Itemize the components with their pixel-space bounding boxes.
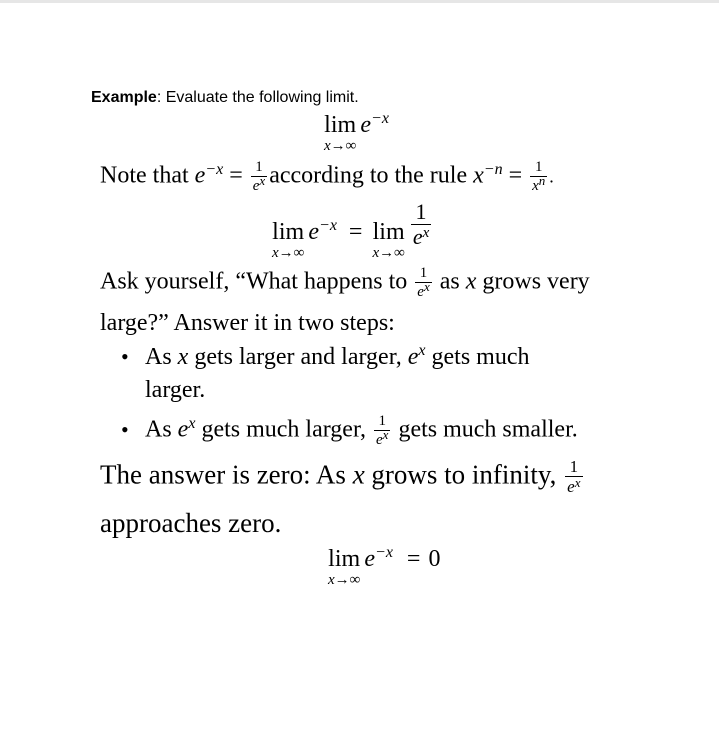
note-frac-den-exp: x — [259, 173, 266, 189]
answer-line-2: approaches zero. — [100, 508, 282, 538]
bullet-2-frac-num: 1 — [378, 413, 386, 429]
ask-frac-den-exp: x — [423, 279, 430, 295]
bullet-2-line — [145, 414, 578, 448]
bullet-2-marker: • — [121, 417, 129, 442]
answer-frac-num: 1 — [569, 457, 579, 476]
limit-operator-right — [372, 219, 404, 261]
answer-line-1 — [100, 458, 585, 496]
limit-word: lim — [272, 219, 305, 245]
eq2-exponent: −x — [319, 217, 337, 234]
equation-limit — [324, 112, 389, 154]
ask-text-c: grows very — [476, 268, 590, 295]
note-frac-num: 1 — [255, 159, 263, 175]
note-e: e — [194, 162, 206, 189]
eq2-frac-den-exp: x — [422, 225, 430, 242]
note-middle: according to the rule — [269, 162, 474, 189]
bullet-1-text-b: gets larger and larger, — [188, 344, 408, 370]
limit-subscript: x→∞ — [328, 572, 361, 588]
ask-line-1 — [100, 266, 590, 300]
ask-line-2: large?” Answer it in two steps: — [100, 310, 395, 336]
bullet-2-frac-den: e — [375, 432, 383, 449]
bullet-1-e: e — [407, 344, 419, 370]
bullet-1-line-2: larger. — [145, 377, 206, 403]
note-frac-den: e — [252, 178, 260, 195]
ask-frac-num: 1 — [419, 265, 428, 281]
limit-word: lim — [372, 219, 405, 245]
eq2-base: e — [308, 219, 320, 245]
note-fraction-2 — [530, 160, 547, 194]
equation-rewrite — [272, 201, 433, 261]
note-x: x — [473, 162, 484, 189]
limit-operator — [324, 112, 356, 154]
eq2-equals: = — [348, 219, 363, 245]
bullet-2-e: e — [177, 416, 189, 443]
bullet-2-text-b: gets much larger, — [195, 416, 372, 443]
limit-word: lim — [324, 112, 357, 138]
bullet-1-marker: • — [121, 344, 129, 369]
ask-fraction — [415, 266, 431, 300]
ask-frac-den: e — [417, 284, 424, 301]
answer-x: x — [352, 459, 365, 490]
note-frac2-den-exp: n — [538, 173, 546, 189]
answer-frac-den-exp: x — [574, 475, 581, 491]
bullet-1-text-c: gets much — [425, 344, 530, 370]
eq3-base: e — [364, 546, 376, 572]
answer-text-a: The answer is zero: As — [100, 459, 353, 490]
note-equals: = — [223, 162, 249, 189]
note-line — [100, 160, 554, 194]
bullet-1-line-1 — [145, 343, 529, 374]
bullet-2-exp: x — [188, 414, 196, 432]
note-frac2-den: x — [532, 178, 539, 195]
eq1-exponent: −x — [371, 110, 389, 127]
eq3-result: 0 — [428, 546, 441, 572]
note-exp: −x — [205, 160, 224, 178]
note-end: . — [549, 166, 554, 187]
ask-text-b: as — [433, 268, 466, 295]
limit-operator — [328, 546, 360, 588]
note-fraction — [251, 160, 267, 194]
answer-text-b: grows to infinity, — [364, 459, 564, 490]
limit-operator-left — [272, 219, 304, 261]
limit-subscript: x→∞ — [324, 138, 357, 154]
answer-frac-den: e — [567, 477, 575, 497]
eq2-fraction — [411, 201, 431, 251]
bullet-1-exp: x — [418, 342, 426, 359]
limit-word: lim — [328, 546, 361, 572]
note-equals2: = — [502, 162, 529, 189]
eq3-exponent: −x — [375, 544, 393, 561]
limit-subscript: x→∞ — [372, 245, 405, 261]
note-frac2-num: 1 — [534, 159, 543, 175]
example-label: Example — [91, 89, 157, 106]
bullet-2-frac-den-exp: x — [382, 427, 389, 443]
bullet-1-x: x — [177, 344, 189, 370]
bullet-2-text-c: gets much smaller. — [392, 416, 578, 443]
bullet-2-fraction — [374, 414, 390, 448]
eq2-frac-den: e — [412, 224, 423, 250]
bullet-2-text-a: As — [145, 416, 178, 443]
example-text: : Evaluate the following limit. — [156, 89, 359, 106]
equation-result — [328, 546, 440, 588]
eq2-frac-num: 1 — [415, 199, 427, 224]
note-exp2: −n — [483, 160, 503, 178]
note-prefix: Note that — [100, 162, 195, 189]
example-intro — [91, 89, 359, 107]
ask-text-a: Ask yourself, “What happens to — [100, 268, 414, 295]
bullet-1-text-a: As — [145, 344, 178, 370]
answer-fraction — [565, 458, 582, 496]
ask-x: x — [465, 268, 477, 295]
eq1-base: e — [360, 112, 372, 138]
eq3-equals: = — [406, 546, 421, 572]
top-border — [0, 0, 719, 3]
limit-subscript: x→∞ — [272, 245, 305, 261]
